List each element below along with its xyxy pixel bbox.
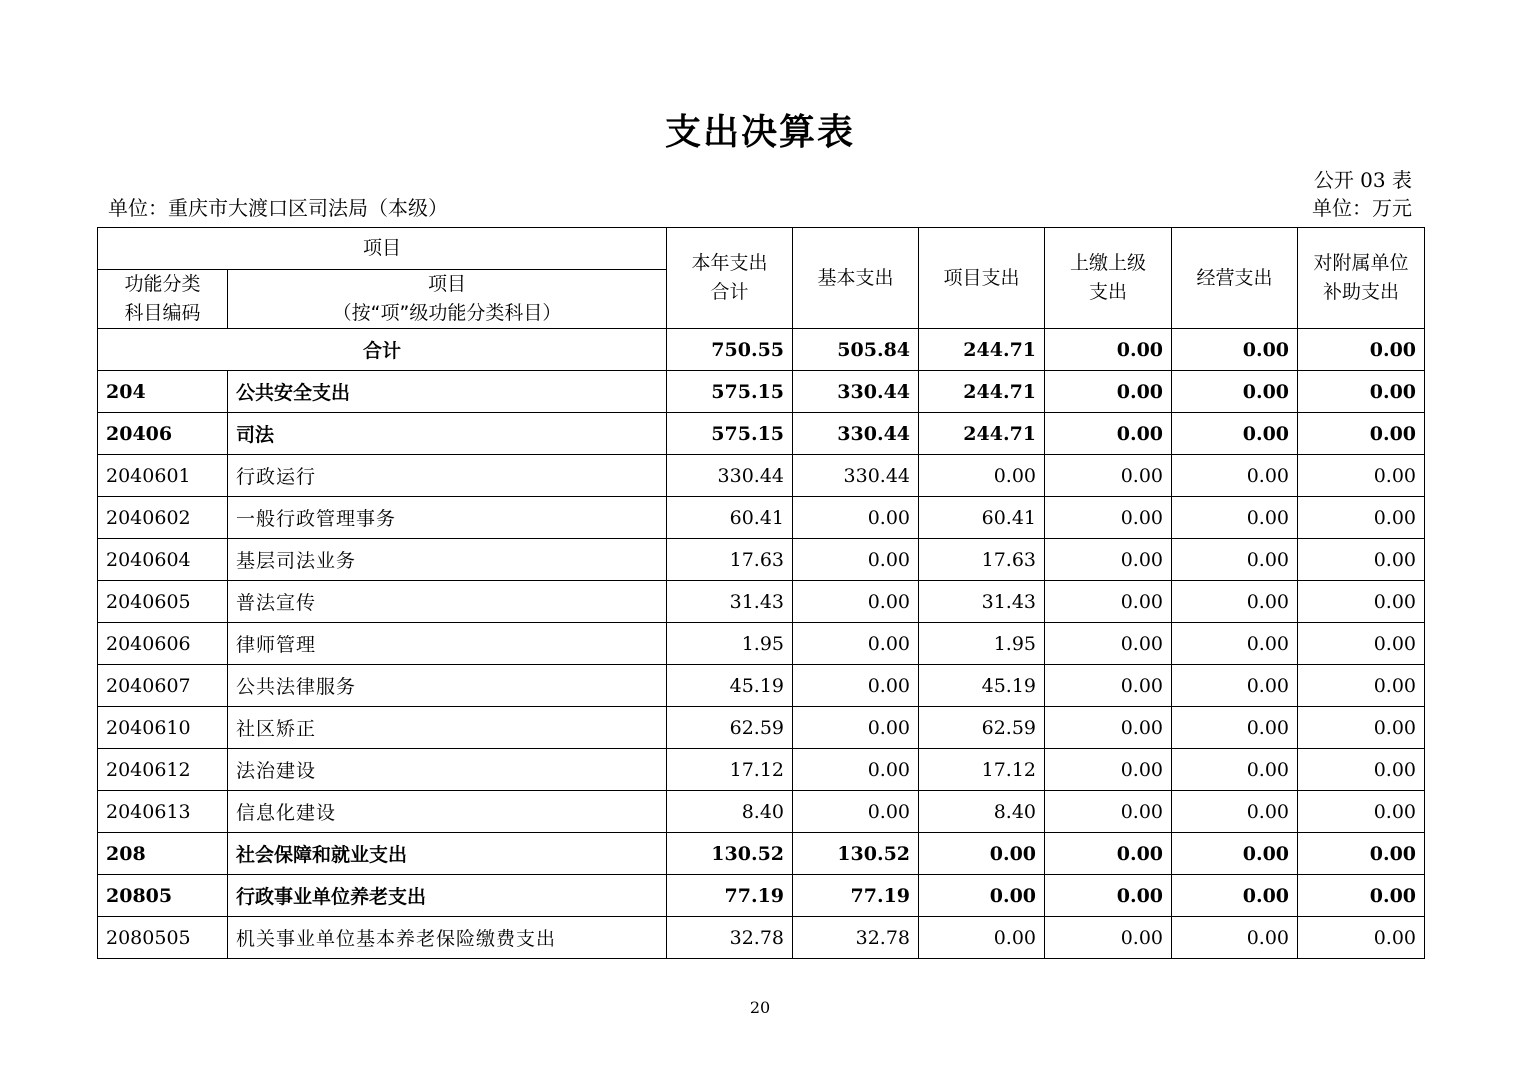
row-name: 社会保障和就业支出 <box>228 833 667 875</box>
row-name: 律师管理 <box>228 623 667 665</box>
row-value: 130.52 <box>667 833 793 875</box>
row-value: 0.00 <box>919 833 1045 875</box>
header-remit: 上缴上级 支出 <box>1045 228 1172 329</box>
row-value: 130.52 <box>793 833 919 875</box>
header-item-group: 项目 <box>98 228 667 270</box>
row-name: 行政运行 <box>228 455 667 497</box>
row-value: 62.59 <box>667 707 793 749</box>
row-value: 0.00 <box>1298 917 1425 959</box>
row-value: 0.00 <box>1045 833 1172 875</box>
row-name: 普法宣传 <box>228 581 667 623</box>
form-number: 公开 03 表 <box>1313 168 1412 192</box>
table-row <box>98 623 1425 665</box>
row-code: 2080505 <box>98 917 228 959</box>
row-name: 法治建设 <box>228 749 667 791</box>
row-value: 31.43 <box>667 581 793 623</box>
row-value: 0.00 <box>1045 455 1172 497</box>
table-row <box>98 581 1425 623</box>
row-value: 0.00 <box>1045 749 1172 791</box>
row-value: 0.00 <box>1298 749 1425 791</box>
row-value: 0.00 <box>1045 791 1172 833</box>
row-value: 0.00 <box>1298 581 1425 623</box>
header-item: 项目 （按“项”级功能分类科目） <box>228 270 667 329</box>
row-code: 2040606 <box>98 623 228 665</box>
row-value: 1.95 <box>667 623 793 665</box>
row-value: 0.00 <box>793 623 919 665</box>
row-value: 0.00 <box>1045 665 1172 707</box>
header-business: 经营支出 <box>1172 228 1298 329</box>
row-code: 2040602 <box>98 497 228 539</box>
row-value: 0.00 <box>793 539 919 581</box>
row-value: 0.00 <box>1298 875 1425 917</box>
row-value: 0.00 <box>793 497 919 539</box>
total-value: 0.00 <box>1172 329 1298 371</box>
page-title: 支出决算表 <box>664 112 855 153</box>
total-value: 750.55 <box>667 329 793 371</box>
row-value: 31.43 <box>919 581 1045 623</box>
table-row <box>98 749 1425 791</box>
table-row <box>98 917 1425 959</box>
row-value: 0.00 <box>919 917 1045 959</box>
row-value: 575.15 <box>667 413 793 455</box>
row-value: 62.59 <box>919 707 1045 749</box>
row-value: 0.00 <box>1045 497 1172 539</box>
row-name: 公共安全支出 <box>228 371 667 413</box>
row-value: 0.00 <box>1045 623 1172 665</box>
row-name: 一般行政管理事务 <box>228 497 667 539</box>
row-value: 244.71 <box>919 413 1045 455</box>
row-code: 204 <box>98 371 228 413</box>
total-row <box>98 329 1425 371</box>
row-code: 2040601 <box>98 455 228 497</box>
row-value: 0.00 <box>919 875 1045 917</box>
row-code: 2040610 <box>98 707 228 749</box>
row-code: 2040607 <box>98 665 228 707</box>
row-value: 45.19 <box>667 665 793 707</box>
row-value: 0.00 <box>1298 539 1425 581</box>
row-name: 信息化建设 <box>228 791 667 833</box>
table-row <box>98 665 1425 707</box>
expenditure-table <box>97 227 1425 959</box>
row-value: 77.19 <box>667 875 793 917</box>
row-value: 0.00 <box>1298 455 1425 497</box>
table-row <box>98 707 1425 749</box>
table-row <box>98 413 1425 455</box>
row-value: 0.00 <box>793 791 919 833</box>
total-label: 合计 <box>98 329 667 371</box>
row-value: 0.00 <box>1172 665 1298 707</box>
row-value: 17.12 <box>919 749 1045 791</box>
row-code: 2040604 <box>98 539 228 581</box>
row-value: 0.00 <box>1298 413 1425 455</box>
row-value: 0.00 <box>793 665 919 707</box>
row-code: 2040612 <box>98 749 228 791</box>
row-value: 0.00 <box>1045 539 1172 581</box>
row-name: 公共法律服务 <box>228 665 667 707</box>
row-value: 0.00 <box>1172 749 1298 791</box>
row-value: 0.00 <box>1172 707 1298 749</box>
row-value: 0.00 <box>919 455 1045 497</box>
table-row <box>98 497 1425 539</box>
row-value: 17.12 <box>667 749 793 791</box>
row-value: 77.19 <box>793 875 919 917</box>
row-value: 0.00 <box>793 581 919 623</box>
row-value: 330.44 <box>667 455 793 497</box>
table-row <box>98 791 1425 833</box>
row-value: 17.63 <box>667 539 793 581</box>
row-name: 社区矫正 <box>228 707 667 749</box>
row-value: 330.44 <box>793 371 919 413</box>
row-value: 32.78 <box>667 917 793 959</box>
row-value: 0.00 <box>1045 413 1172 455</box>
row-value: 0.00 <box>1172 413 1298 455</box>
currency-unit: 单位：万元 <box>1312 196 1412 220</box>
row-name: 行政事业单位养老支出 <box>228 875 667 917</box>
row-value: 1.95 <box>919 623 1045 665</box>
row-value: 0.00 <box>793 707 919 749</box>
row-value: 60.41 <box>919 497 1045 539</box>
row-value: 0.00 <box>1298 623 1425 665</box>
row-value: 8.40 <box>667 791 793 833</box>
row-value: 0.00 <box>1172 539 1298 581</box>
row-value: 0.00 <box>1045 581 1172 623</box>
row-code: 2040605 <box>98 581 228 623</box>
table-row <box>98 455 1425 497</box>
row-value: 330.44 <box>793 413 919 455</box>
row-value: 0.00 <box>1298 665 1425 707</box>
page-number: 20 <box>749 998 771 1017</box>
row-value: 0.00 <box>1172 833 1298 875</box>
row-value: 244.71 <box>919 371 1045 413</box>
header-subsidy: 对附属单位 补助支出 <box>1298 228 1425 329</box>
header-code: 功能分类 科目编码 <box>98 270 228 329</box>
row-value: 0.00 <box>1172 371 1298 413</box>
row-value: 575.15 <box>667 371 793 413</box>
row-value: 0.00 <box>1045 875 1172 917</box>
row-value: 0.00 <box>1172 875 1298 917</box>
row-value: 0.00 <box>1298 791 1425 833</box>
row-code: 20805 <box>98 875 228 917</box>
header-total: 本年支出 合计 <box>667 228 793 329</box>
row-value: 8.40 <box>919 791 1045 833</box>
total-value: 244.71 <box>919 329 1045 371</box>
row-code: 2040613 <box>98 791 228 833</box>
total-value: 0.00 <box>1298 329 1425 371</box>
total-value: 0.00 <box>1045 329 1172 371</box>
row-value: 45.19 <box>919 665 1045 707</box>
row-value: 0.00 <box>1298 497 1425 539</box>
row-value: 0.00 <box>1298 371 1425 413</box>
table-row <box>98 539 1425 581</box>
organization-unit: 单位：重庆市大渡口区司法局（本级） <box>108 196 448 220</box>
row-value: 0.00 <box>1045 917 1172 959</box>
table-row <box>98 371 1425 413</box>
row-code: 208 <box>98 833 228 875</box>
row-value: 0.00 <box>1298 833 1425 875</box>
row-value: 0.00 <box>1172 497 1298 539</box>
row-value: 0.00 <box>1045 371 1172 413</box>
header-basic: 基本支出 <box>793 228 919 329</box>
row-code: 20406 <box>98 413 228 455</box>
row-value: 330.44 <box>793 455 919 497</box>
row-value: 0.00 <box>1172 791 1298 833</box>
row-value: 0.00 <box>1172 455 1298 497</box>
row-value: 0.00 <box>1172 581 1298 623</box>
row-value: 32.78 <box>793 917 919 959</box>
row-value: 0.00 <box>793 749 919 791</box>
row-value: 0.00 <box>1172 917 1298 959</box>
row-value: 0.00 <box>1298 707 1425 749</box>
row-name: 基层司法业务 <box>228 539 667 581</box>
row-value: 0.00 <box>1045 707 1172 749</box>
row-name: 机关事业单位基本养老保险缴费支出 <box>228 917 667 959</box>
table-row <box>98 875 1425 917</box>
table-row <box>98 833 1425 875</box>
total-value: 505.84 <box>793 329 919 371</box>
row-value: 0.00 <box>1172 623 1298 665</box>
row-value: 60.41 <box>667 497 793 539</box>
header-project: 项目支出 <box>919 228 1045 329</box>
row-name: 司法 <box>228 413 667 455</box>
row-value: 17.63 <box>919 539 1045 581</box>
